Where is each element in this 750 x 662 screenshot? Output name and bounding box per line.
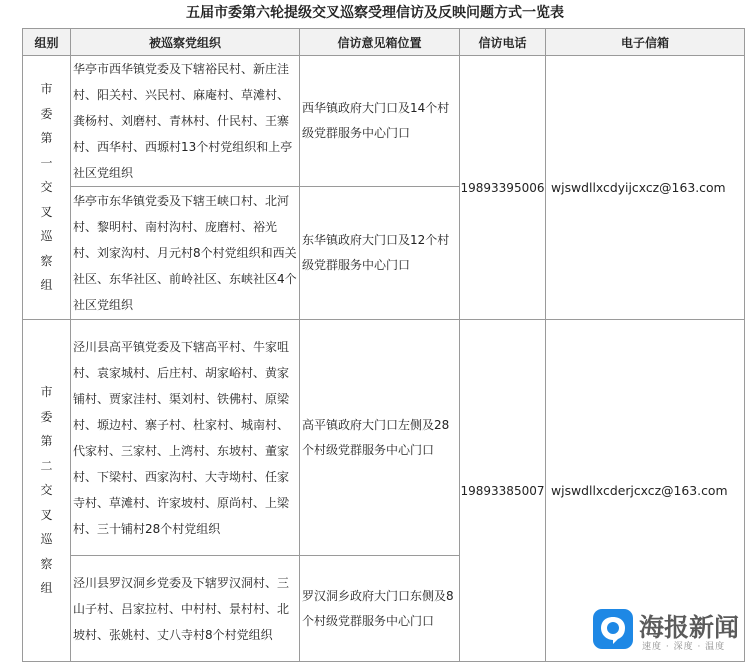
mailbox-location-cell: 罗汉洞乡政府大门口东侧及8个村级党群服务中心门口 — [300, 556, 460, 662]
table-header-row — [23, 29, 745, 56]
header-email: 电子信箱 — [546, 29, 745, 56]
watermark — [592, 606, 748, 654]
header-phone: 信访电话 — [460, 29, 546, 56]
petition-table — [22, 28, 745, 662]
watermark-slogan: 速度 · 深度 · 温度 — [642, 642, 726, 652]
group-name: 市委第一交叉巡察组 — [40, 82, 53, 293]
phone-cell: 19893385007 — [460, 320, 546, 662]
table-row — [23, 320, 745, 556]
phone-cell: 19893395006 — [460, 56, 546, 320]
group-name-cell — [23, 56, 71, 320]
mailbox-location-cell: 东华镇政府大门口及12个村级党群服务中心门口 — [300, 187, 460, 320]
email-cell: wjswdllxcdyijcxcz@163.com — [546, 56, 745, 320]
email-cell: wjswdllxcderjcxcz@163.com — [546, 320, 745, 662]
inspected-org-cell: 华亭市东华镇党委及下辖王峡口村、北河村、黎明村、南村沟村、庞磨村、裕光村、刘家沟村、月元村8个村党组织和西关社区、东华社区、前岭社区、东峡社区4个社区党组织 — [71, 187, 300, 320]
inspected-org-cell: 华亭市西华镇党委及下辖裕民村、新庄洼村、阳关村、兴民村、麻庵村、草滩村、龚杨村、刘磨村、青林村、什民村、王寨村、西华村、西塬村13个村党组织和上亭社区党组织 — [71, 56, 300, 187]
header-inspected-org: 被巡察党组织 — [71, 29, 300, 56]
hibao-logo-icon — [592, 608, 634, 650]
table-row — [23, 56, 745, 187]
inspected-org-cell: 泾川县罗汉洞乡党委及下辖罗汉洞村、三山子村、吕家拉村、中村村、景村村、北坡村、张姚村、丈八寺村8个村党组织 — [71, 556, 300, 662]
watermark-name: 海报新闻 — [639, 613, 740, 642]
group-name: 市委第二交叉巡察组 — [40, 385, 53, 596]
page-title: 五届市委第六轮提级交叉巡察受理信访及反映问题方式一览表 — [186, 5, 564, 21]
header-group: 组别 — [23, 29, 71, 56]
inspected-org-cell: 泾川县高平镇党委及下辖高平村、牛家咀村、袁家城村、后庄村、胡家峪村、黄家铺村、贾家洼村、渠刘村、铁佛村、原梁村、塬边村、寨子村、杜家村、城南村、代家村、三家村、上湾村、东坡村、董家村、下梁村、西家沟村、大寺坳村、任家寺村、草滩村、许家坡村、原尚村、上梁村、三十铺村28个村党组织 — [71, 320, 300, 556]
group-name-cell — [23, 320, 71, 662]
mailbox-location-cell: 高平镇政府大门口左侧及28个村级党群服务中心门口 — [300, 320, 460, 556]
mailbox-location-cell: 西华镇政府大门口及14个村级党群服务中心门口 — [300, 56, 460, 187]
header-mailbox-location: 信访意见箱位置 — [300, 29, 460, 56]
